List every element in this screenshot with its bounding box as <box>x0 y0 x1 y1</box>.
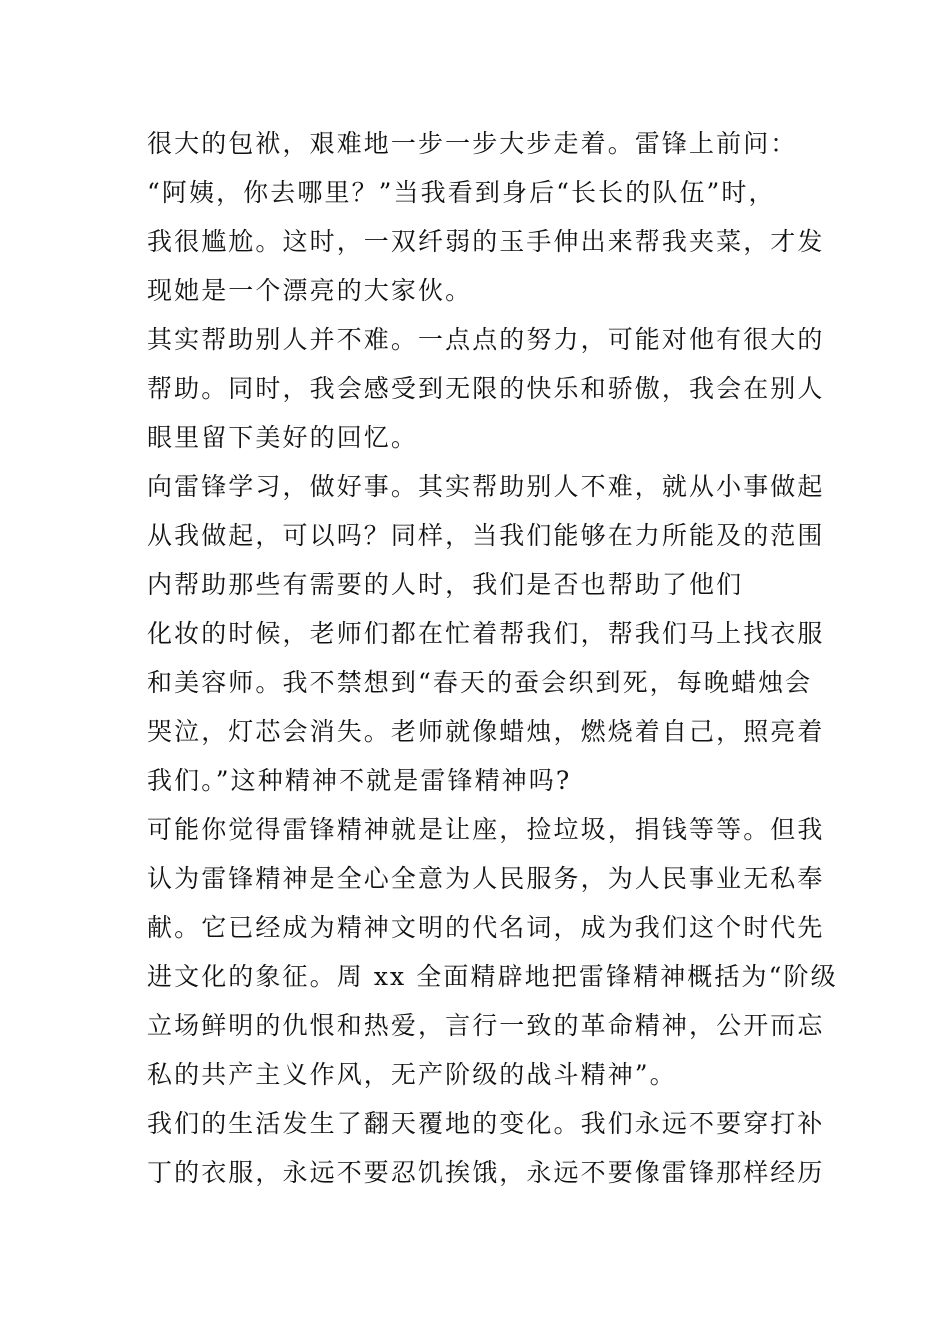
text-line: 私的共产主义作风，无产阶级的战斗精神”。 <box>147 1060 677 1089</box>
text-line: 向雷锋学习，做好事。其实帮助别人不难，就从小事做起 <box>147 472 825 501</box>
text-line: 化妆的时候，老师们都在忙着帮我们，帮我们马上找衣服 <box>147 619 825 648</box>
text-line: 可能你觉得雷锋精神就是让座，捡垃圾，捐钱等等。但我 <box>147 815 825 844</box>
text-line: 我们的生活发生了翻天覆地的变化。我们永远不要穿打补 <box>147 1109 825 1138</box>
text-line: 献。它已经成为精神文明的代名词，成为我们这个时代先 <box>147 913 825 942</box>
text-line: 很大的包袱，艰难地一步一步大步走着。雷锋上前问： <box>147 129 798 158</box>
text-line: 眼里留下美好的回忆。 <box>147 423 419 452</box>
text-line: 认为雷锋精神是全心全意为人民服务，为人民事业无私奉 <box>147 864 825 893</box>
text-line: 从我做起，可以吗？同样，当我们能够在力所能及的范围 <box>147 521 825 550</box>
text-line: 立场鲜明的仇恨和热爱，言行一致的革命精神，公开而忘 <box>147 1011 825 1040</box>
text-line: 我很尴尬。这时，一双纤弱的玉手伸出来帮我夹菜，才发 <box>147 227 825 256</box>
text-line: 进文化的象征。周 xx 全面精辟地把雷锋精神概括为“阶级 <box>147 962 838 991</box>
text-line: “阿姨，你去哪里？”当我看到身后“长长的队伍”时， <box>147 178 776 207</box>
text-line: 丁的衣服，永远不要忍饥挨饿，永远不要像雷锋那样经历 <box>147 1158 825 1187</box>
text-line: 和美容师。我不禁想到“春天的蚕会织到死，每晚蜡烛会 <box>147 668 813 697</box>
text-line: 哭泣，灯芯会消失。老师就像蜡烛，燃烧着自己，照亮着 <box>147 717 825 746</box>
text-line: 其实帮助别人并不难。一点点的努力，可能对他有很大的 <box>147 325 825 354</box>
text-line: 帮助。同时，我会感受到无限的快乐和骄傲，我会在别人 <box>147 374 825 403</box>
text-line: 我们。”这种精神不就是雷锋精神吗? <box>147 766 572 795</box>
text-line: 内帮助那些有需要的人时，我们是否也帮助了他们 <box>147 570 744 599</box>
text-line: 现她是一个漂亮的大家伙。 <box>147 276 473 305</box>
